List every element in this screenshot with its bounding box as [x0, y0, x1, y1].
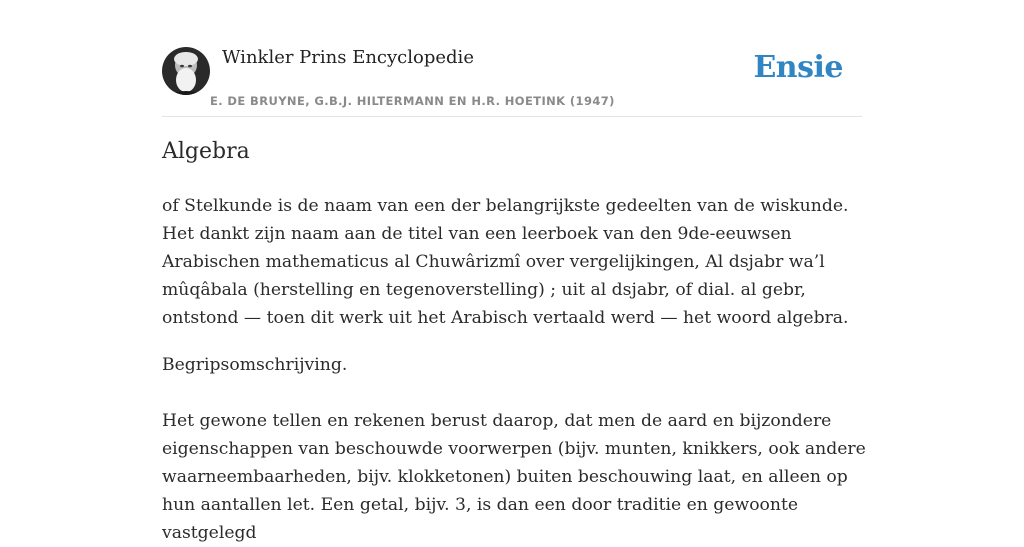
authors-byline: E. DE BRUYNE, G.B.J. HILTERMANN EN H.R. HOETINK (1947) — [210, 94, 615, 108]
author-portrait-avatar — [162, 47, 210, 95]
article-paragraph: of Stelkunde is de naam van een der belangrijkste gedeelten van de wiskunde. Het dankt zijn naam aan de titel van een leerboek van den 9de-eeuwsen Arabischen mathematicus al Chuwârizmî over vergelijkingen, Al dsjabr wa’l mûqâbala (herstelling en tegenoverstelling) ; uit al dsjabr, of dial. al gebr, ontstond — toen dit werk uit het Arabisch vertaald werd — het woord algebra. — [162, 196, 849, 328]
header — [162, 0, 862, 117]
encyclopedia-title[interactable]: Winkler Prins Encyclopedie — [222, 47, 474, 68]
portrait-image-icon — [162, 47, 210, 95]
article-title: Algebra — [162, 139, 250, 164]
ensie-logo-link[interactable]: Ensie — [753, 50, 843, 85]
page — [162, 0, 866, 543]
section-heading: Begripsomschrijving. — [162, 355, 348, 375]
article-paragraph: Het gewone tellen en rekenen berust daarop, dat men de aard en bijzondere eigenschappen van beschouwde voorwerpen (bijv. munten, knikkers, ook andere waarneembaarheden, bijv. klokketonen) buiten beschouwing laat, en alleen op hun aantallen let. Een getal, bijv. 3, is dan een door traditie en gewoonte vastgelegd — [162, 411, 866, 543]
